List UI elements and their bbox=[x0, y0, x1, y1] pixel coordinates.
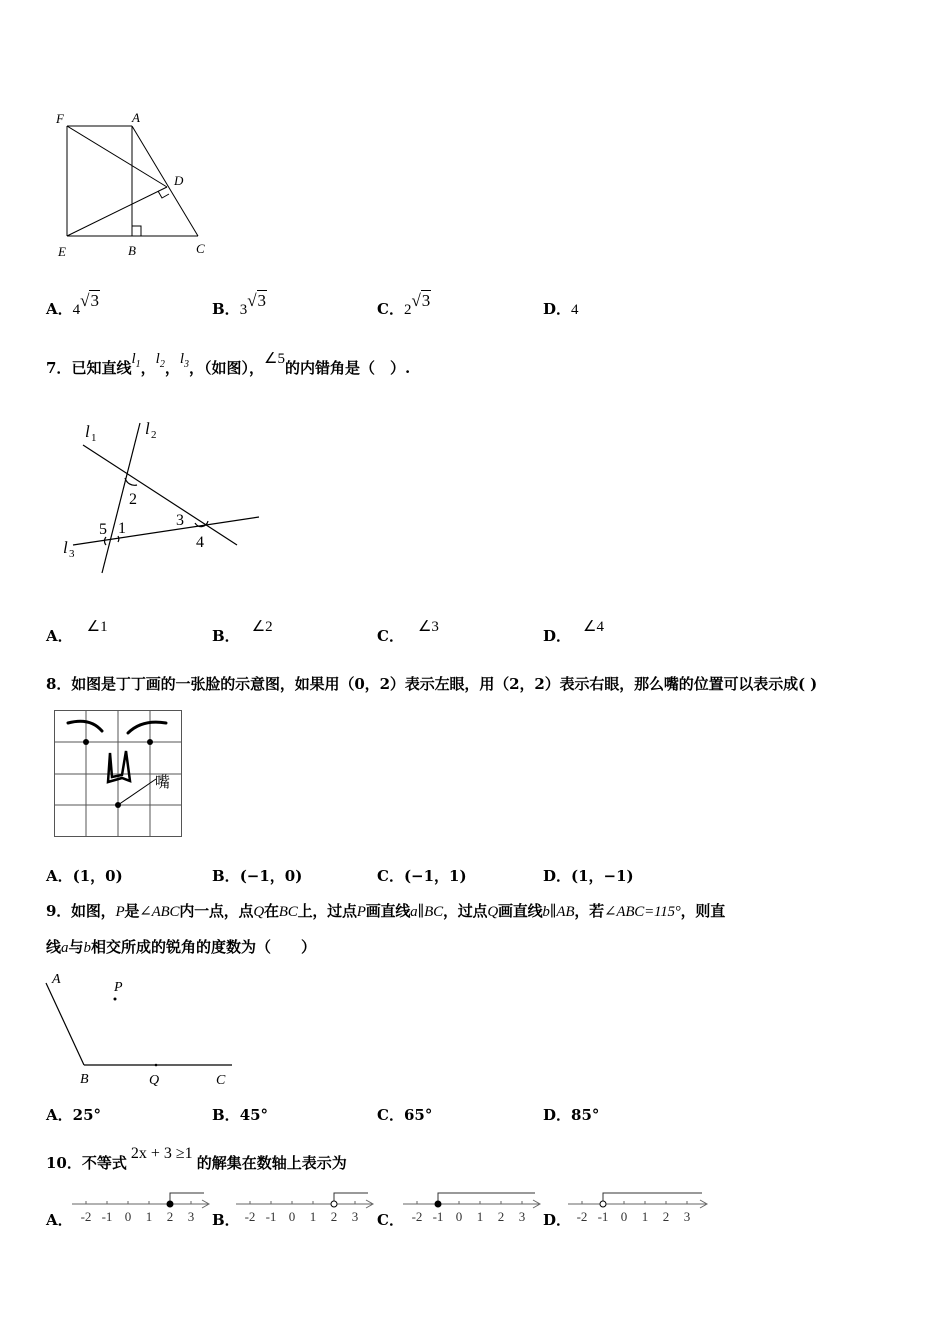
label-D: D bbox=[174, 173, 184, 188]
q10-option-d[interactable]: D． bbox=[543, 1211, 572, 1229]
figure-q7 bbox=[55, 415, 270, 585]
label-A: A bbox=[52, 972, 61, 987]
q8-option-c[interactable]: C．(−1，1) bbox=[377, 867, 467, 885]
q8-option-a[interactable]: A．(1，0) bbox=[46, 867, 123, 885]
tick-label: 0 bbox=[288, 1209, 296, 1224]
q6-option-b[interactable]: B．3√3 bbox=[212, 291, 267, 318]
tick-label: -1 bbox=[597, 1209, 609, 1224]
question-7: 7．已知直线$l_1$，$l_2$，$l_3$，（如图），∠5的内错角是（ ）. bbox=[46, 351, 411, 377]
q9-option-d[interactable]: D．85° bbox=[543, 1106, 600, 1124]
q6-option-d[interactable]: D．4 bbox=[543, 300, 579, 318]
closed-endpoint bbox=[167, 1201, 173, 1207]
angle-1-label: 1 bbox=[118, 520, 126, 537]
number-line-b bbox=[236, 1190, 376, 1228]
angle-5-label: 5 bbox=[99, 521, 107, 538]
q7-option-d[interactable]: D． ∠4 bbox=[543, 619, 604, 645]
closed-endpoint bbox=[435, 1201, 441, 1207]
question-10: 10．不等式2x + 3 ≥1的解集在数轴上表示为 bbox=[46, 1145, 347, 1172]
tick-label: 0 bbox=[455, 1209, 463, 1224]
figure-q6 bbox=[50, 108, 220, 268]
number-line-d bbox=[568, 1190, 710, 1228]
open-endpoint bbox=[331, 1201, 337, 1207]
tick-label: -2 bbox=[244, 1209, 256, 1224]
angle-3-label: 3 bbox=[176, 512, 184, 529]
label-C: C bbox=[196, 241, 205, 256]
q9-option-a[interactable]: A．25° bbox=[46, 1106, 102, 1124]
q10-option-b[interactable]: B． bbox=[212, 1211, 240, 1229]
q8-option-d[interactable]: D．(1，−1) bbox=[543, 867, 634, 885]
label-B: B bbox=[128, 243, 136, 258]
question-9-line1: 9．如图，P是∠ABC内一点，点Q在BC上，过点P画直线a∥BC，过点Q画直线b∥AB，若∠ABC=115°，则直 bbox=[46, 902, 725, 920]
question-9-line2: 线a与b相交所成的锐角的度数为（ ） bbox=[46, 938, 317, 956]
tick-label: 2 bbox=[330, 1209, 338, 1224]
angle-2-label: 2 bbox=[129, 491, 137, 508]
q7-option-c[interactable]: C． ∠3 bbox=[377, 619, 439, 645]
tick-label: 1 bbox=[145, 1209, 153, 1224]
tick-label: 1 bbox=[476, 1209, 484, 1224]
q7-option-a[interactable]: A． ∠1 bbox=[46, 619, 108, 645]
l1-label: l bbox=[85, 422, 90, 441]
tick-label: -2 bbox=[576, 1209, 588, 1224]
q9-option-c[interactable]: C．65° bbox=[377, 1106, 433, 1124]
q10-option-c[interactable]: C． bbox=[377, 1211, 404, 1229]
solution-ray bbox=[170, 1193, 204, 1204]
tick-label: 2 bbox=[497, 1209, 505, 1224]
svg-text:2: 2 bbox=[151, 429, 157, 441]
tick-label: -1 bbox=[432, 1209, 444, 1224]
svg-text:3: 3 bbox=[69, 548, 75, 560]
tick-label: -2 bbox=[80, 1209, 92, 1224]
sqrt-symbol: √3 bbox=[80, 291, 99, 310]
tick-label: 3 bbox=[351, 1209, 359, 1224]
tick-label: 1 bbox=[641, 1209, 649, 1224]
tick-label: 3 bbox=[518, 1209, 526, 1224]
label-A: A bbox=[132, 110, 140, 125]
tick-label: 3 bbox=[187, 1209, 195, 1224]
number-line-a bbox=[72, 1190, 212, 1228]
l2-label: l bbox=[145, 419, 150, 438]
label-P: P bbox=[114, 980, 123, 995]
tick-label: 0 bbox=[124, 1209, 132, 1224]
q6-option-c[interactable]: C．2√3 bbox=[377, 291, 431, 318]
l3-label: l bbox=[63, 538, 68, 557]
label-Q: Q bbox=[149, 1073, 160, 1088]
label-C: C bbox=[216, 1073, 226, 1088]
tick-label: 0 bbox=[620, 1209, 628, 1224]
tick-label: -2 bbox=[411, 1209, 423, 1224]
q6-option-a[interactable]: A．4√3 bbox=[46, 291, 99, 318]
question-8: 8．如图是丁丁画的一张脸的示意图，如果用（0，2）表示左眼，用（2，2）表示右眼，那么嘴的位置可以表示成( ) bbox=[46, 675, 818, 693]
option-letter: A． bbox=[46, 300, 73, 318]
open-endpoint bbox=[600, 1201, 606, 1207]
number-line-c bbox=[403, 1190, 543, 1228]
tick-label: 2 bbox=[166, 1209, 174, 1224]
tick-label: -1 bbox=[101, 1209, 113, 1224]
figure-q8-face-grid bbox=[50, 707, 190, 841]
label-F: F bbox=[56, 111, 64, 126]
q10-option-a[interactable]: A． bbox=[46, 1211, 73, 1229]
option-letter: C． bbox=[377, 300, 404, 318]
tick-label: 1 bbox=[309, 1209, 317, 1224]
q7-option-b[interactable]: B． ∠2 bbox=[212, 619, 273, 645]
figure-q9 bbox=[40, 965, 240, 1095]
mouth-label: 嘴 bbox=[155, 773, 171, 791]
q8-option-b[interactable]: B．(−1，0) bbox=[212, 867, 303, 885]
angle-4-label: 4 bbox=[196, 534, 204, 551]
sqrt-symbol: √3 bbox=[247, 291, 267, 310]
label-E: E bbox=[58, 244, 66, 259]
tick-label: -1 bbox=[265, 1209, 277, 1224]
solution-ray bbox=[334, 1193, 368, 1204]
tick-label: 2 bbox=[662, 1209, 670, 1224]
solution-ray bbox=[438, 1193, 535, 1204]
svg-text:1: 1 bbox=[91, 432, 97, 444]
tick-label: 3 bbox=[683, 1209, 691, 1224]
option-letter: B． bbox=[212, 300, 240, 318]
option-letter: D． bbox=[543, 300, 572, 318]
label-B: B bbox=[80, 1072, 89, 1087]
q9-option-b[interactable]: B．45° bbox=[212, 1106, 269, 1124]
sqrt-symbol: √3 bbox=[411, 291, 431, 310]
